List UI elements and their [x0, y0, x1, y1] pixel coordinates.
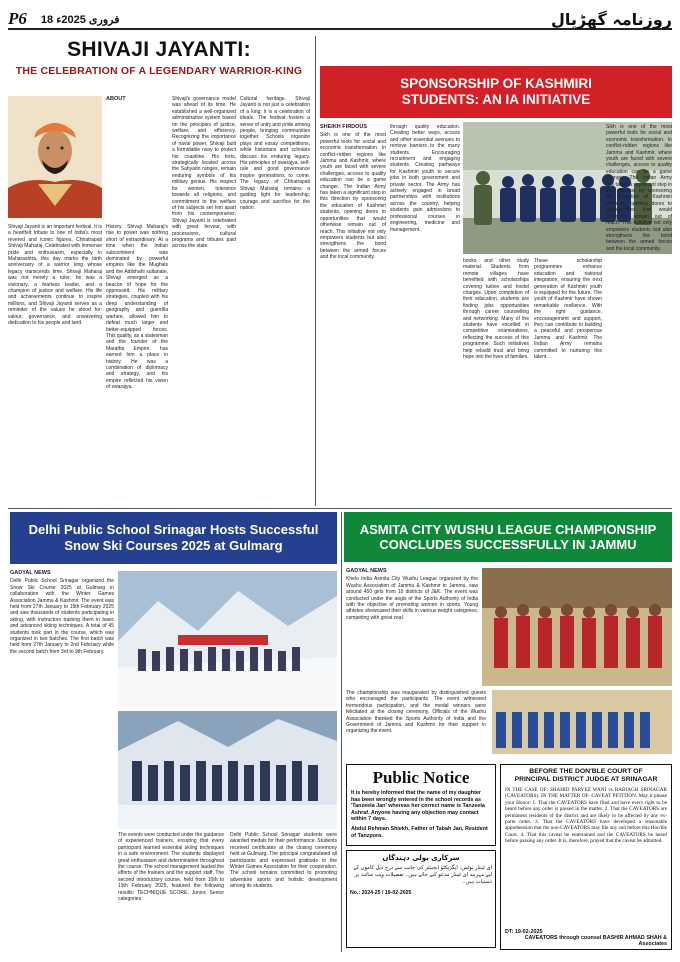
kashmir-banner	[320, 66, 672, 118]
public-notice-signature: Abdul Rehman Shiekh, Father of Tabah Jan, Resident of Tanzpora.	[351, 825, 488, 839]
shivaji-col2: History. Shivaji Maharaj's rise to power was nothing short of extraordinary. At a time when the Indian subcontinent was dominated by powerful empires like the Mughals and the Adilshahi sultanate, Shivaji emerged as a beacon of hope for the oppressed. His military strategies, coupled with his deep understanding of geography and guerrilla warfare, allowed him to defeat much larger and better-equipped forces. This quality, as a statesman and the founder of the Maratha Empire, has earned him a place in history. He was a combination of diplomacy and strategy, and his empire reflected his vision of swarajya.	[106, 224, 168, 391]
shivaji-title: SHIVAJI JAYANTI:	[67, 38, 251, 61]
shivaji-subtitle: THE CELEBRATION OF A LEGENDARY WARRIOR-KING	[15, 65, 303, 77]
shivaji-headline-block	[10, 38, 308, 77]
kashmir-byline: SHEIKH FIRDOUS	[320, 124, 368, 130]
page-number: P6	[8, 9, 27, 28]
public-notice-body: It is hereby informed that the name of my daughter has been wrongly entered in the school records as 'Tanzeela Jan' whereas her correct name is Tanzeela Ashraf. Anyone having any objection may contact within 7 days.	[351, 790, 485, 823]
wushu-col1	[346, 568, 478, 686]
ski-banner-line1: Delhi Public School Srinagar Hosts Successful	[28, 522, 319, 537]
newspaper-title: روزنامہ گھڑیال	[551, 9, 672, 29]
wushu-banner-line2: CONCLUDES SUCCESSFULLY IN JAMMU	[379, 537, 637, 552]
kashmir-col1-text: Sikh is one of the most powerful tools for social and economic transformation. In conflict-ridden regions like Jammu and Kashmir, where youth are faced with severe challenges, access to quality education can be a game changer. The Indian Army has taken a significant step in this direction by sponsoring the education of Kashmiri students, opening doors to opportunities that would otherwise remain out of reach. This initiative not only empowers students but also strengthens the bond between the armed forces and the local community.	[320, 132, 386, 261]
public-notice	[346, 764, 496, 846]
court-heading-1: BEFORE THE DON'BLE COURT OF	[529, 768, 643, 775]
urdu-notice-body: ای ٹینڈر نوٹس: ایگزیکٹو انجینئر کی جانب سے درج ذیل کاموں کے لیے مہربند ای ٹینڈر مدعو کیے جاتے ہیں۔ تفصیلات ویب سائٹ پر دستیاب ہیں۔	[353, 865, 492, 885]
issue-date: 18 فروری 2025ء	[40, 13, 120, 26]
court-signature: CAVEATORS through counsel BASHIR AHMAD SHAH & Associates	[524, 935, 667, 947]
urdu-tender-notice	[346, 850, 496, 948]
masthead	[8, 10, 672, 30]
kashmir-col2-text: through quality education. Creating better ways, access and other essential avenues to remove barriers to the many students. Encouraging recruitment and engaging students. Creating pathways for Kashmiri youth to secure jobs in both government and private sector. The Army has actively engaged in broad partnerships with institutions across the country, helping students gain admissions to professional courses in engineering, medicine and management.	[390, 124, 460, 233]
ski-col3: Delhi Public School Srinagar students were awarded medals for their performance. Students received certificates at the closing ceremony held at Gulmarg. The principal congratulated all participants and expressed gratitude to the Winter Games Association for their cooperation. The school remains committed to promoting adventure sports and holistic development among its students.	[230, 832, 337, 890]
shivaji-col4: Cultural heritage. Shivaji Jayanti is not just a celebration of a king; it is a celebration of ideals. The festival fosters a sense of unity and pride among people, bringing communities together. Schools organize plays and essay competitions, while historians and scholars discuss his enduring legacy. His principles of swarajya, self-rule and good governance inspire generations to come. The legacy of Chhatrapati Shivaji Maharaj remains a guiding light for leadership, courage and sacrifice for the nation.	[240, 96, 310, 211]
wushu-banner	[344, 512, 672, 562]
ski-course-photo-icon	[118, 571, 337, 707]
shivaji-col3: Shivaji's governance model was ahead of its time. He established a well-organized administrative system based on the principles of justice, welfare, and efficiency. Recognizing the importance of naval power, Shivaji built a formidable navy to protect his coastline. His forts, strategically located across the Sahyadri ranges, remain enduring symbols of his military genius. His respect for women, tolerance towards all religions, and commitment to the welfare of his subjects set him apart from his contemporaries. Shivaji Jayanti is celebrated with great fervour, with processions, cultural programs and tributes paid across the state.	[172, 96, 236, 250]
kashmir-col4: These scholarship programmes enhance education and national integration, ensuring the next generation of Kashmiri youth is equipped for the future. The youth of Kashmir have shown remarkable resilience. With the right guidance, encouragement and support, they can contribute to building a peaceful and prosperous Jammu and Kashmir. The Indian Army remains committed to nurturing this talent.	[534, 258, 602, 361]
kashmir-col2	[390, 124, 460, 506]
ski-col2: The events were conducted under the guidance of experienced trainers, ensuring that every participant learned essential skiing techniques in a safe environment. The students displayed great enthusiasm and determination throughout the course. The school management lauded the efforts of the trainers and the support staff. The second introductory course, held from 10th to 19th February 2025, featured the following results: TECHNIQUE SCORE, Junior, Senior categories.	[118, 832, 224, 903]
wushu-col2: The championship was inaugurated by distinguished guests who encouraged the participants. The event witnessed tremendous participation, and the medal winners were felicitated at the closing ceremony. Officials of the Wushu Association thanked the Sports Authority of India and the Government of Jammu and Kashmir for their support in organizing the event.	[346, 690, 486, 735]
kashmir-col5: Sikh is one of the most powerful tools for social and economic transformation. In conflict-ridden regions like Jammu and Kashmir, where youth are faced with severe challenges, access to quality education can be a game changer. The Indian Army has taken a significant step in this direction by sponsoring the education of Kashmiri students, opening doors to opportunities that would otherwise remain out of reach. This initiative not only empowers students but also strengthens the bond between the armed forces and the local community.	[606, 124, 672, 252]
shivaji-byline: ABOUT	[106, 96, 126, 102]
court-heading-2: PRINCIPAL DISTRICT JUDGE AT SRINAGAR	[514, 776, 658, 783]
wushu-banner-line1: ASMITA CITY WUSHU LEAGUE CHAMPIONSHIP	[359, 522, 657, 537]
wushu-byline: GADYAL NEWS	[346, 568, 387, 574]
wushu-players-photo-icon	[482, 568, 672, 686]
column-divider	[315, 36, 316, 506]
ski-banner-line2: Snow Ski Courses 2025 at Gulmarg	[64, 538, 283, 553]
urdu-notice-ref: No.: 2024-25 / 19-02-2025	[350, 890, 412, 896]
kashmir-col1	[320, 124, 386, 506]
ski-byline: GADYAL NEWS	[10, 570, 51, 576]
kashmir-col3: books, and other study material. Students from remote villages have benefited with scholarships covering tuition and hostel charges. Upon completion of their education, students are finding jobs opportunities through career counselling and networking. Many of the students have excelled in competitive examinations, reflecting the success of this programme. Such initiatives help rebuild trust and bring hope into the lives of families.	[463, 258, 529, 361]
ski-col1	[10, 570, 114, 950]
kashmir-banner-line2: STUDENTS: AN IA INITIATIVE	[401, 92, 591, 107]
kashmir-banner-line1: SPONSORSHIP OF KASHMIRI	[400, 76, 592, 91]
section-divider	[8, 508, 672, 509]
warrior-portrait-icon	[8, 96, 102, 218]
urdu-notice-heading: سرکاری بولی دہندگان	[382, 854, 460, 862]
shivaji-col1: Shivaji Jayanti is an important festival. It is a heartfelt tribute to one of India's most revered and iconic figures, Chhatrapati Shivaji Maharaj. Celebrated with immense pride and enthusiasm, especially in Maharashtra, this day marks the birth anniversary of a warrior king whose legacy transcends time. Shivaji Maharaj was not merely a ruler; he was a visionary, a fearless leader, and a champion of justice and welfare. His life and achievements continue to inspire millions, and Shivaji Jayanti serves as a reminder of the values he stood for: valour, governance, and unwavering dedication to his people and land.	[8, 224, 102, 327]
ski-group-photo-icon	[118, 711, 337, 829]
court-caveat-notice	[500, 764, 672, 950]
ski-banner	[10, 512, 337, 564]
shivaji-intro	[106, 96, 166, 220]
ski-col1-text: Delhi Public School Srinagar organized the Snow Ski Course 2025 at Gulmarg in collaboration with the Winter Games Association Jammu & Kashmir. The event was held from 27th January to 19th February 2025 and saw thousands of students participating in skiing, with instructors training them in basic and advanced skiing techniques. A total of 45 students took part in the course, which was organized in two batches. The first batch was held from 27th January to 2nd February while the second batch from 3rd to 9th February.	[10, 578, 114, 655]
wushu-col1-text: Khelo India Asmita City Wushu League organized by the Wushu Association of Jammu & Kashmir in Jammu, saw around 450 girls from 10 districts of J&K. The event was conducted under the aegis of the Sports Authority of India with the objective of promoting women in sports. Young athletes showcased their skills in various weight categories, competing with great zeal.	[346, 576, 478, 621]
court-date: DT: 19-02-2025	[505, 929, 543, 935]
public-notice-title: Public Notice	[372, 768, 470, 787]
court-body: IN THE CASE OF: SHAHID PARVEZ WANI vs RABIAGH SRINAGAR (CAVEATORS). IN THE MATTER OF: CAVEAT PETITION. May it please your Honor: 1. That the CAVEATORS have filed and have every right to be heard before any order is passed in the matter. 2. That the CAVEATORS are permanent residents of the district and are likely to be affected by any ex-parte order. 3. That the CAVEATORS have developed a reasonable apprehension that the non-CAVEATORS may file any suit before this Hon'ble Court. 4. That this caveat be entertained and the CAVEATORS be heard before passing any order. It is, therefore, prayed that the caveat be admitted.	[505, 787, 667, 845]
column-divider-2	[341, 512, 342, 952]
